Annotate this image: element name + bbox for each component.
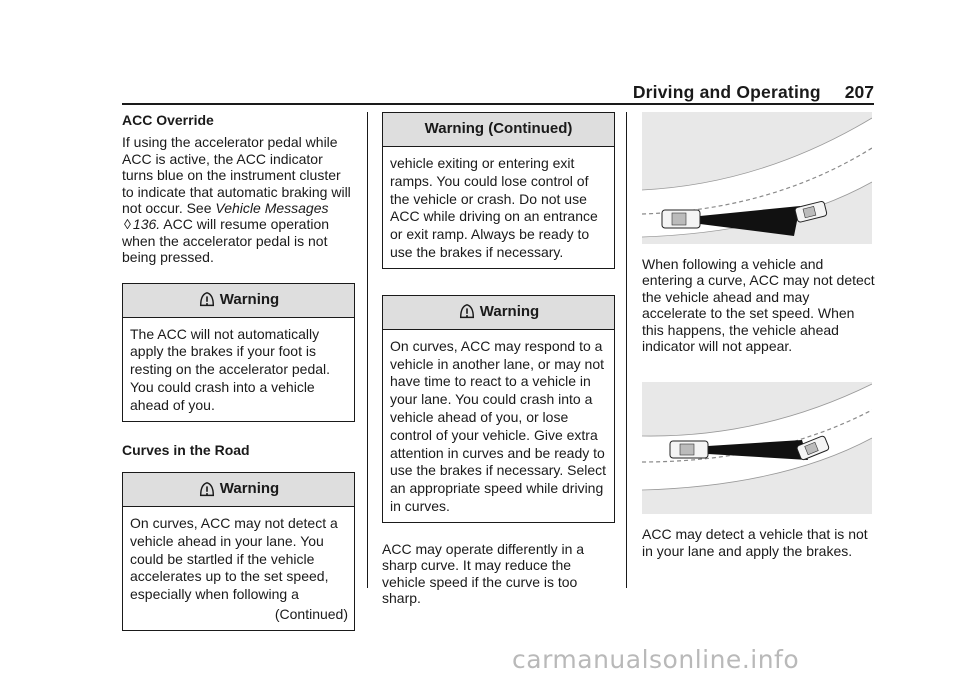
warning-body bbox=[123, 507, 354, 630]
link-vehicle-messages[interactable]: Vehicle Messages bbox=[215, 200, 329, 217]
section-title: Driving and Operating bbox=[632, 82, 821, 102]
link-page-number[interactable]: 136. bbox=[132, 216, 161, 233]
warning-icon bbox=[458, 303, 476, 321]
paragraph-acc-override bbox=[122, 134, 355, 265]
warning-body: On curves, ACC may respond to a vehicle in another lane, or may not have time to react to a vehicle in your lane. You could crash into a vehicle ahead of you, or lose control of your vehicle. Give extra attention in curves and be ready to use the brakes if necessary. Select an appropriate speed while driving in curves. bbox=[390, 337, 607, 514]
warning-header bbox=[123, 284, 354, 318]
caption-2: ACC may detect a vehicle that is not in your lane and apply the brakes. bbox=[642, 526, 868, 559]
curve-illustration-2 bbox=[642, 382, 872, 514]
warning-box bbox=[382, 295, 615, 523]
page-reference-icon: ◊ bbox=[124, 216, 131, 233]
caption-1: When following a vehicle and entering a curve, ACC may not detect the vehicle ahead and may accelerate to the set speed. When this happens, the vehicle ahead indicator will not appear. bbox=[642, 256, 875, 355]
car-icon bbox=[662, 210, 700, 228]
warning-text: On curves, ACC may not detect a vehicle ahead in your lane. You could be startled if the vehicle accelerates up to the set speed, especially when following a bbox=[130, 515, 338, 603]
warning-header bbox=[123, 473, 354, 507]
column-1 bbox=[122, 112, 355, 631]
warning-box bbox=[122, 472, 355, 631]
paragraph-sharp-curve: ACC may operate differently in a sharp curve. It may reduce the vehicle speed if the curve is too sharp. bbox=[382, 540, 585, 606]
warning-body: vehicle exiting or entering exit ramps. You could lose control of the vehicle or crash. Do not use ACC while driving on an entrance or exit ramp. Always be ready to use the brakes if necessary. bbox=[390, 155, 598, 260]
paragraph-text: If using the accelerator pedal while ACC is active, the ACC indicator turns blue on the instrument cluster to indicate that automatic braking will not occur. See bbox=[122, 134, 351, 217]
warning-header: Warning (Continued) bbox=[383, 113, 614, 147]
continued-label: (Continued) bbox=[274, 606, 348, 623]
paragraph-text: ACC will resume operation when the accelerator pedal is not being pressed. bbox=[122, 216, 330, 266]
warning-title: Warning bbox=[479, 303, 540, 321]
warning-header bbox=[383, 296, 614, 330]
column-3 bbox=[642, 112, 875, 559]
warning-body: The ACC will not automatically apply the brakes if your foot is resting on the accelerator pedal. You could crash into a vehicle ahead of you. bbox=[130, 325, 331, 413]
watermark: carmanualsonline.info bbox=[512, 645, 800, 674]
warning-icon bbox=[198, 481, 216, 499]
column-divider bbox=[626, 112, 627, 588]
curve-illustration-1 bbox=[642, 112, 872, 244]
warning-title: Warning bbox=[219, 480, 280, 498]
car-icon bbox=[670, 441, 708, 458]
warning-title: Warning bbox=[219, 290, 280, 308]
warning-box bbox=[122, 283, 355, 422]
warning-icon bbox=[198, 291, 216, 309]
header-rule bbox=[122, 103, 874, 105]
page-header bbox=[633, 82, 874, 103]
column-2 bbox=[382, 112, 615, 606]
column-divider bbox=[367, 112, 368, 588]
heading-curves: Curves in the Road bbox=[122, 441, 250, 458]
page-number: 207 bbox=[844, 82, 874, 102]
warning-box-continued bbox=[382, 112, 615, 269]
heading-acc-override: ACC Override bbox=[122, 112, 214, 128]
